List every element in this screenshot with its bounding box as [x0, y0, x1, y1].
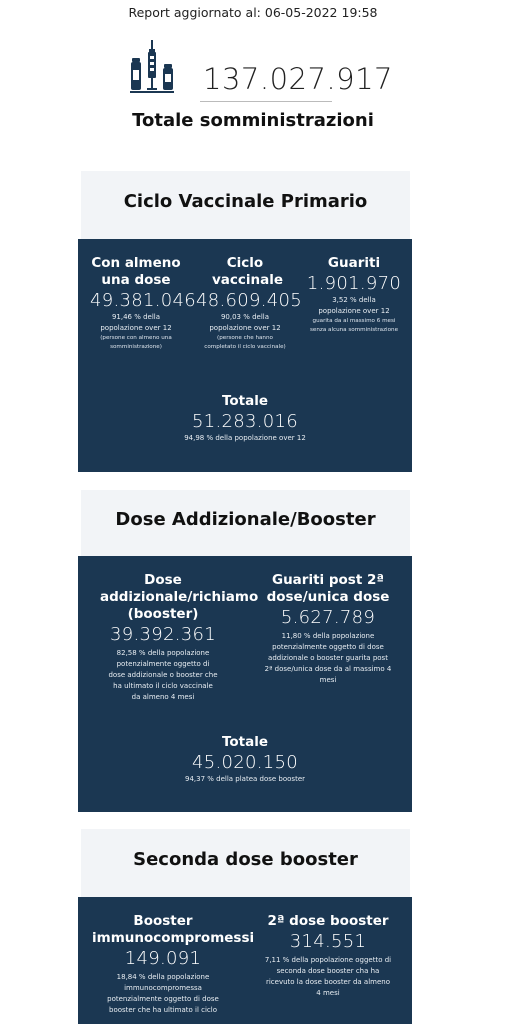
booster-col-desc: 11,80 % della popolazione potenzialmente oggetto di dose addizionale o booster guarita post 2ª dose/unica dose da al massimo 4 mesi: [264, 632, 392, 684]
section-title-booster-text: Dose Addizionale/Booster: [115, 509, 376, 530]
section-title-second-booster: [81, 829, 410, 897]
primary-col-title: Ciclo vaccinale: [212, 255, 284, 288]
primary-total-title: Totale: [221, 393, 269, 409]
booster-col-desc: 82,58 % della popolazione potenzialmente oggetto di dose addizionale o booster che ha ultimato il ciclo vaccinale da almeno 4 mesi: [108, 649, 218, 701]
divider: [200, 101, 332, 102]
booster-panel: [78, 556, 412, 812]
section-title-primary: [81, 171, 410, 239]
vaccine-vials-icon: [130, 40, 174, 94]
primary-total-value: 51.283.016: [191, 411, 299, 432]
primary-col-title: Guariti: [327, 255, 381, 271]
primary-cycle-panel: [78, 239, 412, 472]
booster-col-recovered-post: [254, 572, 402, 686]
section-title-booster: [81, 490, 410, 556]
primary-col-desc: 3,52 % della popolazione over 12: [318, 296, 390, 315]
primary-col-desc: 90,03 % della popolazione over 12: [209, 313, 281, 332]
primary-col-value: 49.381.046: [90, 290, 197, 311]
second-booster-col-title: Booster immunocompromessi: [92, 913, 255, 946]
second-booster-col-value: 314.551: [289, 931, 367, 952]
booster-col-value: 5.627.789: [280, 607, 376, 628]
second-booster-col-second-dose: [254, 913, 402, 999]
primary-col-value: 1.901.970: [306, 273, 402, 294]
second-booster-col-value: 149.091: [124, 948, 202, 969]
primary-col-value: 48.609.405: [196, 290, 303, 311]
section-title-primary-text: Ciclo Vaccinale Primario: [123, 191, 368, 212]
primary-total-desc: 94,98 % della popolazione over 12: [184, 434, 306, 442]
primary-col-first-dose: [90, 255, 197, 352]
primary-col-recovered: [306, 255, 402, 335]
second-booster-col-desc: 7,11 % della popolazione oggetto di seconda dose booster cha ha ricevuto la dose booster da almeno 4 mesi: [264, 956, 392, 997]
booster-col-additional-dose: [92, 572, 259, 703]
primary-col-title: Con almeno una dose: [91, 255, 181, 288]
booster-total-title: Totale: [221, 734, 269, 750]
primary-col-full-cycle: [196, 255, 303, 352]
booster-total: [155, 734, 335, 785]
booster-total-value: 45.020.150: [191, 752, 299, 773]
total-administrations-label: Totale somministrazioni: [132, 110, 374, 131]
primary-col-note: guarita da al massimo 6 mesi senza alcuna somministrazione: [309, 318, 399, 333]
second-booster-panel: [78, 897, 412, 1024]
primary-col-note: (persone con almeno una somministrazione): [100, 335, 172, 350]
section-title-second-booster-text: Seconda dose booster: [133, 849, 358, 870]
primary-total: [155, 393, 335, 444]
primary-col-desc: 91,46 % della popolazione over 12: [100, 313, 172, 332]
booster-col-title: Dose addizionale/richiamo (booster): [100, 572, 259, 622]
second-booster-col-immunocompromised: [92, 913, 255, 1016]
primary-col-note: (persone che hanno completato il ciclo vaccinale): [204, 335, 286, 350]
booster-total-desc: 94,37 % della platea dose booster: [184, 775, 306, 783]
total-administrations-value: 137.027.917: [203, 62, 393, 96]
booster-col-title: Guariti post 2ª dose/unica dose: [266, 572, 390, 605]
booster-col-value: 39.392.361: [109, 624, 217, 645]
second-booster-col-desc: 18,84 % della popolazione immunocompromessa potenzialmente oggetto di dose booster che ha ultimato il ciclo: [107, 973, 219, 1014]
report-updated-date: Report aggiornato al: 06-05-2022 19:58: [128, 5, 378, 20]
second-booster-col-title: 2ª dose booster: [267, 913, 389, 929]
